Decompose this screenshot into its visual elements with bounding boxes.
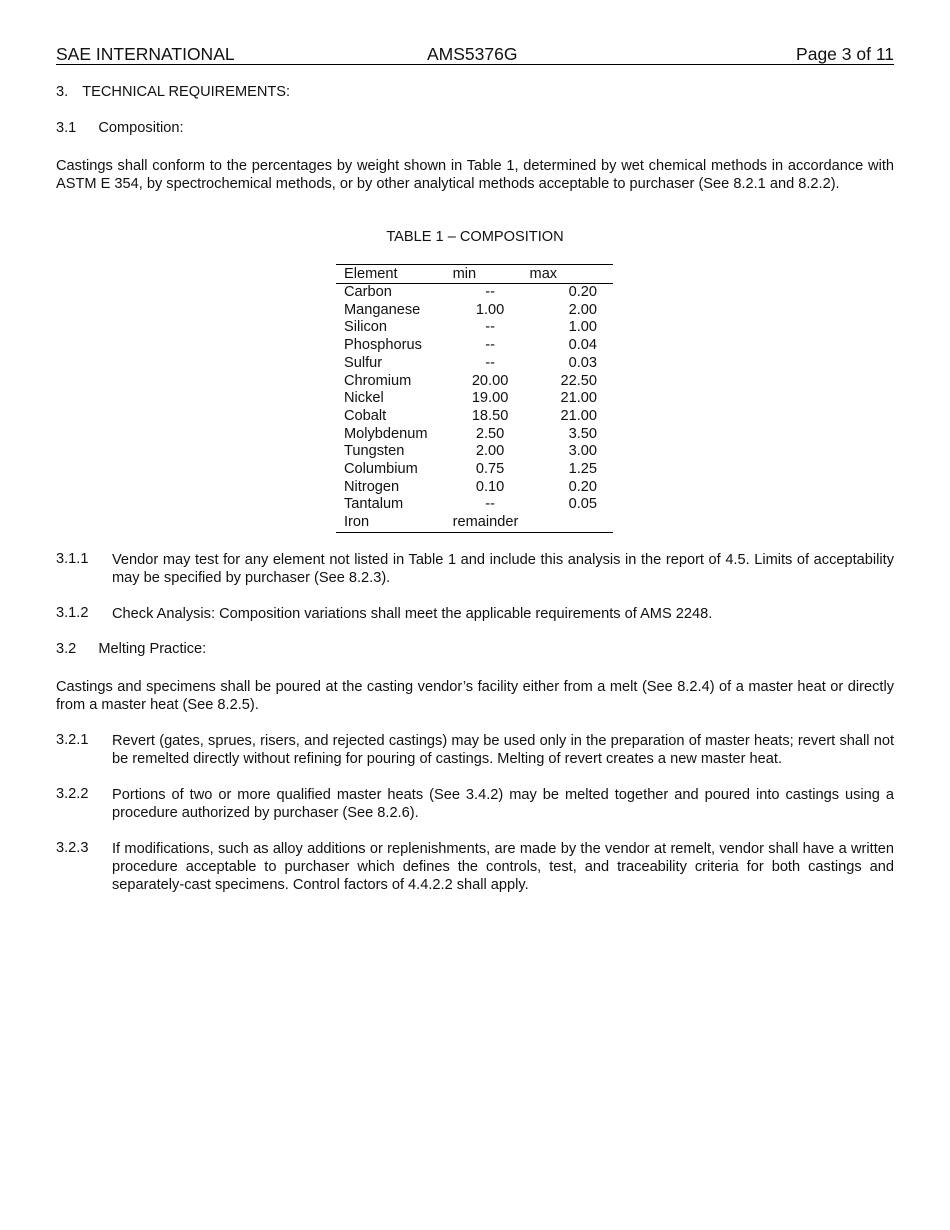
table-row: [336, 461, 613, 479]
cell-min: --: [485, 337, 495, 354]
table-row: [336, 373, 613, 391]
cell-element: Nitrogen: [344, 478, 400, 495]
cell-element: Cobalt: [344, 407, 387, 424]
cell-max: 0.20: [568, 478, 597, 495]
section-3-2-title: Melting Practice:: [98, 641, 207, 657]
header-doc-id: AMS5376G: [427, 44, 518, 64]
cell-min: 20.00: [471, 372, 509, 389]
cell-min: 0.75: [475, 461, 505, 478]
table-row: [336, 408, 613, 426]
cell-max: 0.04: [568, 337, 597, 354]
header-max: max: [530, 265, 613, 284]
section-3-2-3-body: If modifications, such as alloy additions or replenishments, are made by the vendor at remelt, vendor shall have a written procedure acceptable to purchaser which defines the controls, test, and traceability criteria for both castings and separately-cast specimens. Control factors of 4.4.2.2 shall apply.: [112, 841, 894, 893]
cell-max: 0.20: [568, 284, 597, 300]
cell-min: 0.10: [475, 478, 505, 495]
cell-max: 3.50: [568, 425, 597, 442]
cell-element: Chromium: [344, 372, 412, 389]
section-3-2-body: Castings and specimens shall be poured at the casting vendor’s facility either from a melt (See 8.2.4) of a master heat or directly from a master heat (See 8.2.5).: [56, 679, 894, 713]
cell-max: 22.50: [560, 372, 597, 389]
section-3-number: 3.: [56, 84, 69, 100]
section-3-2-number: 3.2: [56, 641, 77, 657]
table-header-row: [336, 265, 613, 284]
cell-element: Iron: [344, 514, 370, 531]
table-row: [336, 479, 613, 497]
section-3-1-heading: [56, 120, 184, 136]
header-min: min: [451, 265, 530, 284]
header-element: Element: [336, 265, 451, 284]
table-1-title: TABLE 1 – COMPOSITION: [386, 229, 564, 245]
cell-min: 1.00: [475, 301, 505, 318]
cell-min: 2.00: [475, 443, 505, 460]
section-3-2-1-number: 3.2.1: [56, 732, 89, 748]
cell-max: 0.03: [568, 354, 597, 371]
table-row: [336, 319, 613, 337]
section-3-2-1-body: Revert (gates, sprues, risers, and rejected castings) may be used only in the preparation of master heats; revert shall not be remelted directly without refining for pouring of castings. Melting of revert creates a new master heat.: [112, 733, 894, 767]
cell-max: 2.00: [568, 301, 597, 318]
cell-element: Sulfur: [344, 354, 383, 371]
table-row: [336, 355, 613, 373]
section-3-2-2-number: 3.2.2: [56, 786, 89, 802]
section-3-1-1-body: Vendor may test for any element not listed in Table 1 and include this analysis in the report of 4.5. Limits of acceptability may be specified by purchaser (See 8.2.3).: [112, 552, 894, 586]
table-row: [336, 443, 613, 461]
cell-max: 0.05: [568, 496, 597, 513]
page-header: [56, 44, 894, 65]
table-row: [336, 284, 613, 302]
cell-max: 3.00: [568, 443, 597, 460]
table-row: [336, 390, 613, 408]
section-3-1-number: 3.1: [56, 120, 77, 136]
table-row: [336, 337, 613, 355]
cell-element: Nickel: [344, 390, 384, 407]
section-3-1-body: Castings shall conform to the percentages by weight shown in Table 1, determined by wet chemical methods in accordance with ASTM E 354, by spectrochemical methods, or by other analytical methods acceptable to purchaser (See 8.2.1 and 8.2.2).: [56, 158, 894, 192]
table-row: [336, 514, 613, 532]
cell-element: Tungsten: [344, 443, 405, 460]
header-page-number: Page 3 of 11: [796, 44, 894, 64]
cell-min: --: [485, 496, 495, 513]
section-3-1-2-number: 3.1.2: [56, 605, 89, 621]
cell-min: remainder: [452, 514, 519, 531]
section-3-1-title: Composition:: [98, 120, 184, 136]
table-row: [336, 302, 613, 320]
composition-table: [336, 264, 613, 533]
cell-min: --: [485, 319, 495, 336]
cell-element: Molybdenum: [344, 425, 428, 442]
cell-min: --: [485, 284, 495, 300]
table-row: [336, 496, 613, 514]
section-3-heading: [56, 84, 290, 100]
cell-element: Carbon: [344, 284, 392, 300]
section-3-title: TECHNICAL REQUIREMENTS:: [82, 84, 291, 100]
cell-element: Phosphorus: [344, 337, 422, 354]
section-3-2-heading: [56, 641, 206, 657]
cell-max: [530, 514, 613, 532]
cell-max: 1.00: [568, 319, 597, 336]
cell-element: Columbium: [344, 461, 418, 478]
table-row: [336, 426, 613, 444]
section-3-1-2-body: Check Analysis: Composition variations shall meet the applicable requirements of AMS 2248.: [112, 606, 713, 622]
cell-max: 21.00: [560, 407, 597, 424]
cell-element: Silicon: [344, 319, 387, 336]
header-org: SAE INTERNATIONAL: [56, 44, 235, 64]
section-3-2-3-number: 3.2.3: [56, 840, 89, 856]
cell-min: 18.50: [471, 407, 509, 424]
section-3-1-1-number: 3.1.1: [56, 551, 89, 567]
cell-min: --: [485, 354, 495, 371]
cell-element: Tantalum: [344, 496, 404, 513]
cell-max: 1.25: [568, 461, 597, 478]
cell-element: Manganese: [344, 301, 421, 318]
section-3-2-2-body: Portions of two or more qualified master heats (See 3.4.2) may be melted together and poured into castings using a procedure authorized by purchaser (See 8.2.6).: [112, 787, 894, 821]
cell-max: 21.00: [560, 390, 597, 407]
cell-min: 19.00: [471, 390, 509, 407]
cell-min: 2.50: [475, 425, 505, 442]
